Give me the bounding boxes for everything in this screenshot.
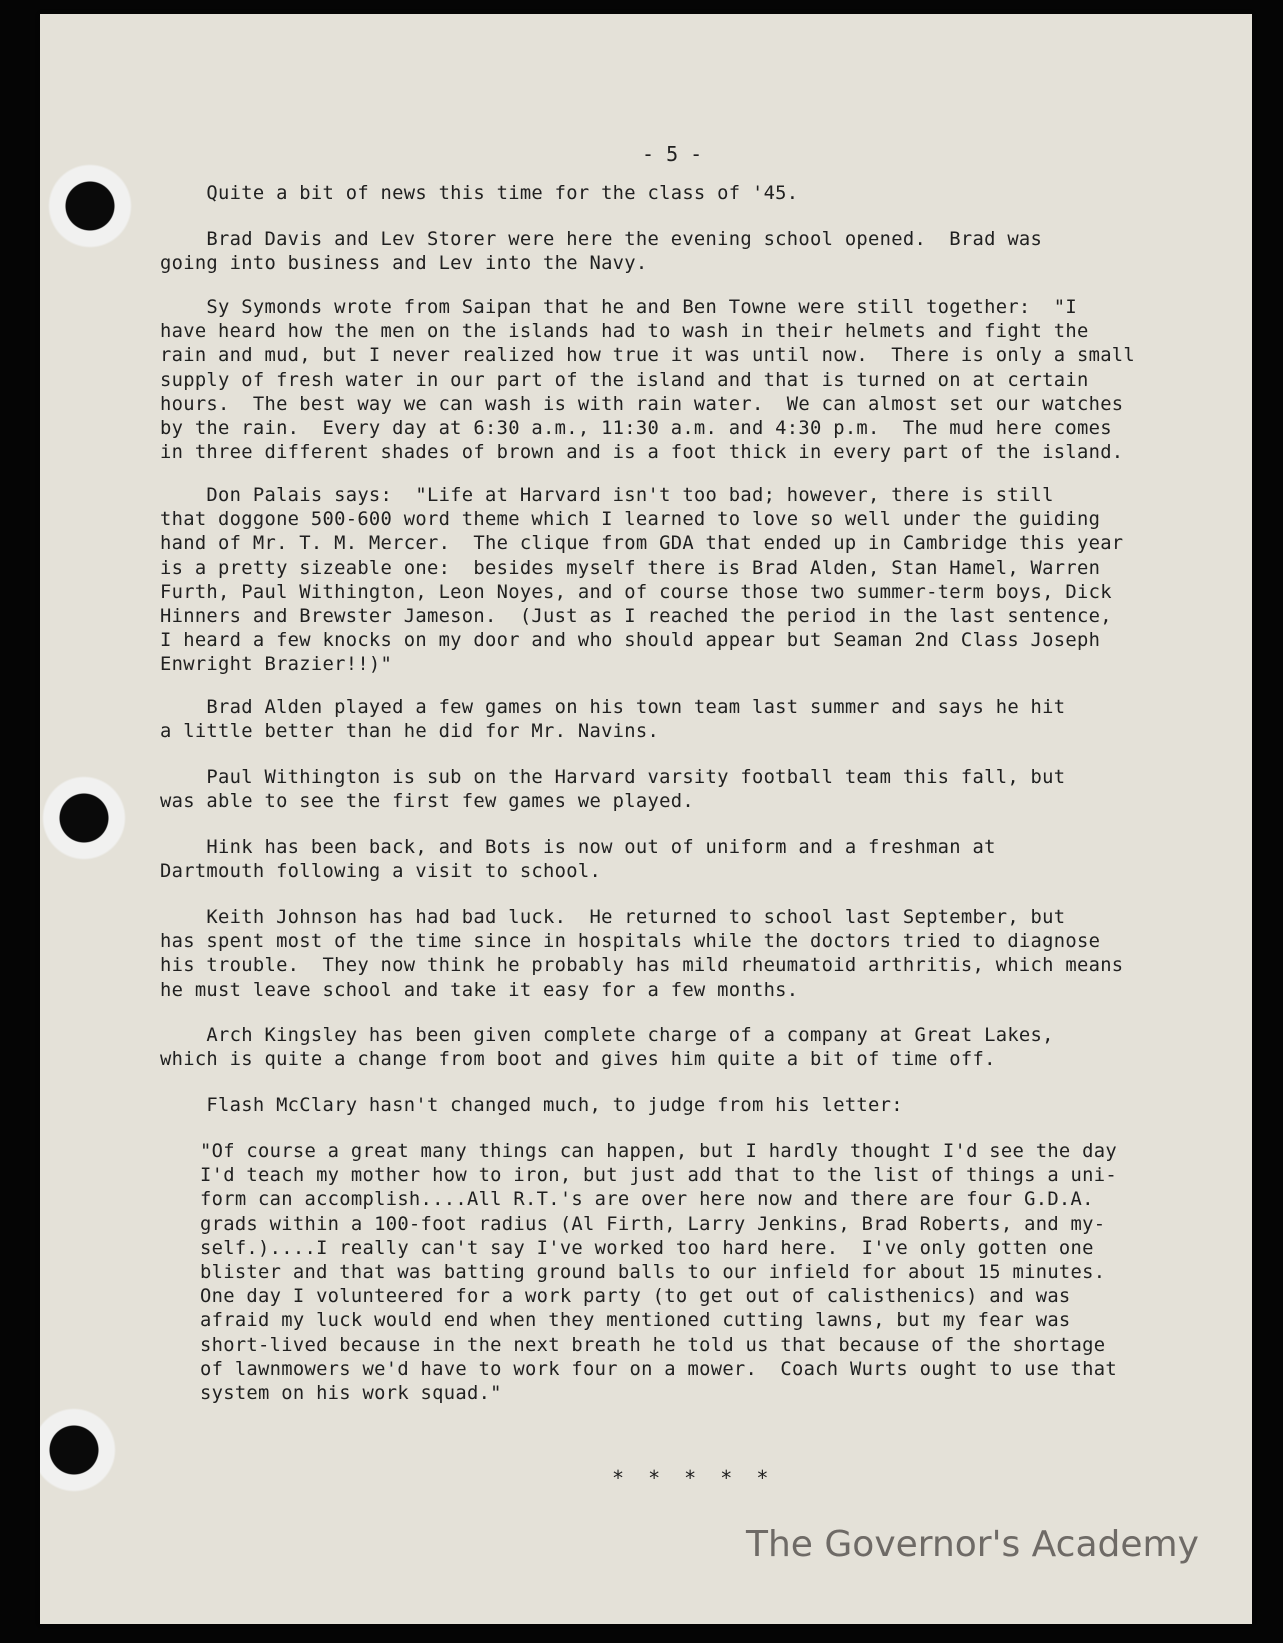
- text-line: hours. The best way we can wash is with rain water. We can almost set our watches: [160, 393, 1124, 415]
- text-line: One day I volunteered for a work party (to get out of calisthenics) and was: [200, 1286, 1071, 1308]
- punch-hole-middle: [42, 776, 126, 860]
- text-line: Keith Johnson has had bad luck. He returned to school last September, but: [160, 907, 1066, 928]
- paragraph-withington: [160, 766, 1065, 814]
- text-line: afraid my luck would end when they mentioned cutting lawns, but my fear was: [200, 1310, 1071, 1332]
- text-line: blister and that was batting ground balls to our infield for about 15 minutes.: [200, 1262, 1106, 1284]
- page-number: - 5 -: [642, 142, 703, 166]
- text-line: Brad Davis and Lev Storer were here the evening school opened. Brad was: [160, 229, 1043, 250]
- punch-hole-top: [48, 164, 132, 248]
- paragraph-intro: [160, 182, 798, 206]
- text-line: rain and mud, but I never realized how true it was until now. There is only a small: [160, 345, 1136, 367]
- text-line: Sy Symonds wrote from Saipan that he and Ben Towne were still together: "I: [160, 297, 1077, 318]
- text-line: of lawnmowers we'd have to work four on a mower. Coach Wurts ought to use that: [200, 1358, 1117, 1380]
- text-line: by the rain. Every day at 6:30 a.m., 11:30 a.m. and 4:30 p.m. The mud here comes: [160, 418, 1112, 440]
- text-line: Brad Alden played a few games on his town team last summer and says he hit: [160, 697, 1066, 718]
- text-line: form can accomplish....All R.T.'s are over here now and there are four G.D.A.: [200, 1189, 1094, 1211]
- paragraph-johnson: [160, 906, 1123, 1003]
- paragraph-hink: [160, 836, 996, 884]
- text-line: Quite a bit of news this time for the class of '45.: [160, 183, 799, 204]
- text-line: which is quite a change from boot and gives him quite a bit of time off.: [160, 1049, 996, 1071]
- text-line: self.)....I really can't say I've worked too hard here. I've only gotten one: [200, 1237, 1094, 1259]
- text-line: hand of Mr. T. M. Mercer. The clique from GDA that ended up in Cambridge this year: [160, 533, 1124, 555]
- text-line: I'd teach my mother how to iron, but just add that to the list of things a uni-: [200, 1165, 1117, 1187]
- punch-hole-bottom: [40, 1408, 116, 1492]
- paragraph-mcclary: [160, 1094, 903, 1118]
- paragraph-kingsley: [160, 1024, 1054, 1072]
- text-line: Arch Kingsley has been given complete charge of a company at Great Lakes,: [160, 1025, 1054, 1046]
- text-line: that doggone 500-600 word theme which I learned to love so well under the guiding: [160, 509, 1101, 531]
- text-line: "Of course a great many things can happen, but I hardly thought I'd see the day: [200, 1141, 1117, 1162]
- paragraph-palais: [160, 484, 1123, 678]
- text-line: in three different shades of brown and is a foot thick in every part of the island.: [160, 442, 1124, 464]
- text-line: was able to see the first few games we played.: [160, 791, 694, 813]
- text-line: Enwright Brazier!!)": [160, 654, 393, 676]
- text-line: Don Palais says: "Life at Harvard isn't too bad; however, there is still: [160, 485, 1054, 506]
- text-line: grads within a 100-foot radius (Al Firth, Larry Jenkins, Brad Roberts, and my-: [200, 1213, 1106, 1235]
- text-line: he must leave school and take it easy for a few months.: [160, 979, 799, 1001]
- text-line: short-lived because in the next breath he told us that because of the shortage: [200, 1334, 1106, 1356]
- paragraph-alden: [160, 696, 1065, 744]
- text-line: a little better than he did for Mr. Navins.: [160, 721, 660, 743]
- text-line: Furth, Paul Withington, Leon Noyes, and of course those two summer-term boys, Dick: [160, 581, 1112, 603]
- text-line: supply of fresh water in our part of the island and that is turned on at certain: [160, 369, 1089, 391]
- text-line: Hink has been back, and Bots is now out of uniform and a freshman at: [160, 837, 996, 858]
- watermark: The Governor's Academy: [746, 1524, 1199, 1565]
- paragraph-symonds: [160, 296, 1135, 465]
- document-page: [40, 14, 1252, 1624]
- text-line: have heard how the men on the islands had to wash in their helmets and fight the: [160, 321, 1089, 343]
- text-line: has spent most of the time since in hospitals while the doctors tried to diagnose: [160, 931, 1101, 953]
- text-line: Paul Withington is sub on the Harvard varsity football team this fall, but: [160, 767, 1066, 788]
- text-line: is a pretty sizeable one: besides myself there is Brad Alden, Stan Hamel, Warren: [160, 557, 1101, 579]
- quoted-letter: [200, 1140, 1117, 1406]
- paragraph-davis-storer: [160, 228, 1042, 276]
- text-line: Dartmouth following a visit to school.: [160, 861, 602, 883]
- text-line: I heard a few knocks on my door and who should appear but Seaman 2nd Class Joseph: [160, 630, 1101, 652]
- text-line: his trouble. They now think he probably has mild rheumatoid arthritis, which means: [160, 955, 1124, 977]
- text-line: going into business and Lev into the Navy.: [160, 253, 648, 275]
- text-line: Flash McClary hasn't changed much, to judge from his letter:: [160, 1095, 903, 1116]
- text-line: system on his work squad.": [200, 1383, 502, 1405]
- section-break: * * * * *: [612, 1466, 775, 1490]
- text-line: Hinners and Brewster Jameson. (Just as I reached the period in the last sentence,: [160, 606, 1112, 628]
